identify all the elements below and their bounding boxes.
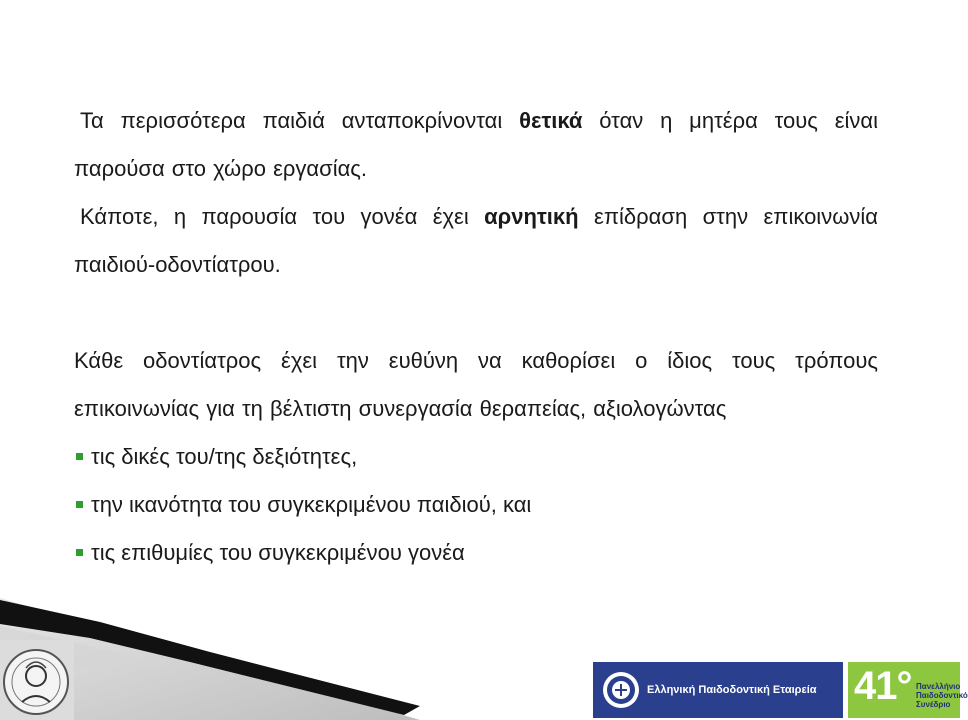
bullet-text: τις επιθυμίες του συγκεκριμένου γονέα [91, 540, 465, 565]
congress-title [916, 682, 968, 709]
congress-line: Πανελλήνιο [916, 682, 961, 691]
congress-line: Συνέδριο [916, 700, 951, 709]
congress-logo [848, 662, 968, 718]
society-emblem-icon [601, 670, 641, 710]
bullet-text: την ικανότητα του συγκεκριμένου παιδιού, και [91, 492, 532, 517]
p2-text-b: επίδραση στην επικοινωνία παιδιού-οδοντίατρου. [74, 204, 878, 277]
p1-text-b: όταν η μητέρα τους είναι παρούσα στο χώρο εργασίας. [74, 108, 878, 181]
hellenic-pediatric-society-logo [593, 662, 843, 718]
p2-bold-word: αρνητική [484, 204, 579, 229]
congress-line: Παιδοδοντικό [916, 691, 968, 700]
aristotle-university-seal-icon [0, 640, 74, 720]
p1-bold-word: θετικά [519, 108, 583, 133]
p2-text-a: Κάποτε, η παρουσία του γονέα έχει [80, 204, 485, 229]
congress-number: 41° [854, 664, 912, 708]
society-name: Ελληνική Παιδοδοντική Εταιρεία [647, 684, 817, 696]
bullet-text: τις δικές του/της δεξιότητες, [91, 444, 358, 469]
p1-text-a: Τα περισσότερα παιδιά ανταποκρίνονται [80, 108, 520, 133]
paragraph-dentist-responsibility: Κάθε οδοντίατρος έχει την ευθύνη να καθορίσει ο ίδιος τους τρόπους επικοινωνίας για τη βέλτιστη συνεργασία θεραπείας, αξιολογώντας [74, 348, 878, 421]
